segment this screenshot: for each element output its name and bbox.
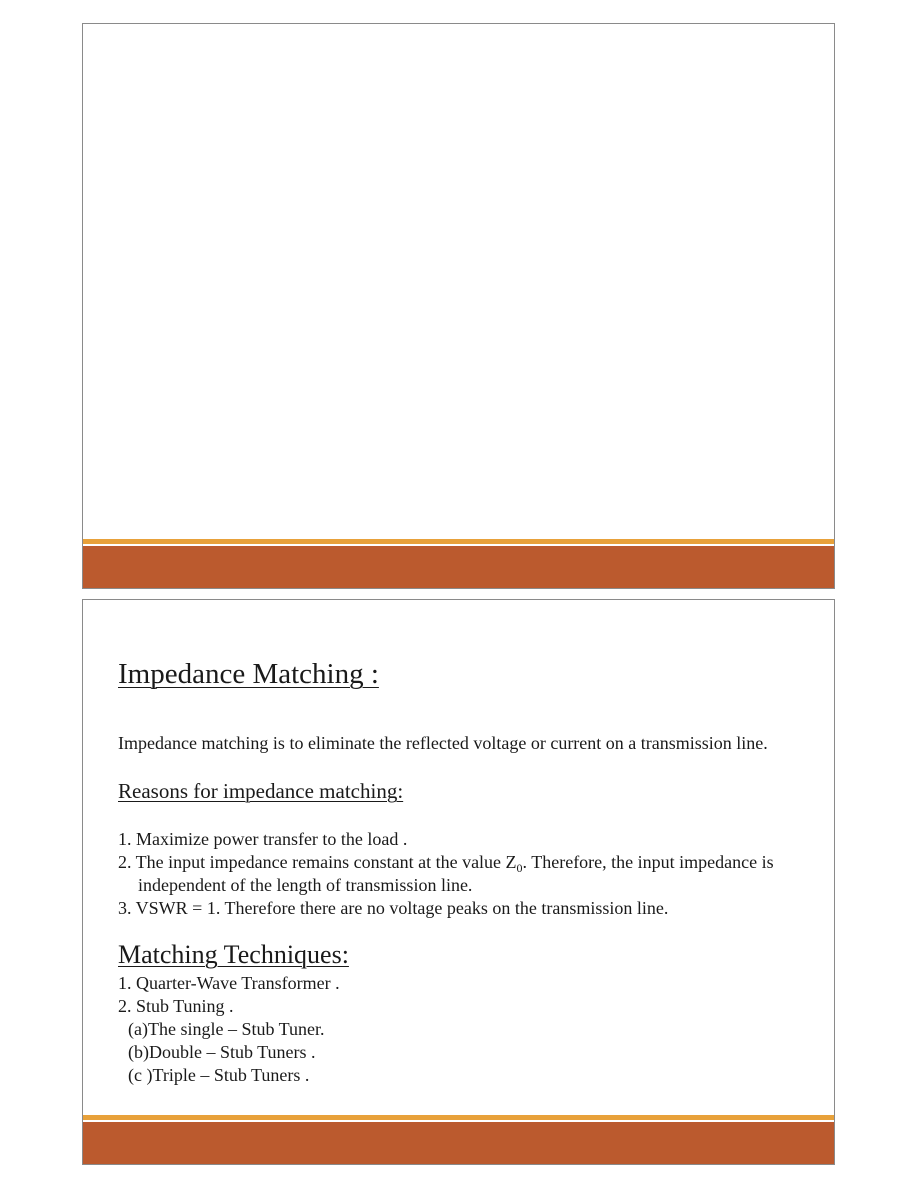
slide-1 xyxy=(82,23,835,589)
slide-footer-band xyxy=(83,546,834,588)
reason-item: 3. VSWR = 1. Therefore there are no voltage peaks on the transmission line. xyxy=(118,898,669,918)
technique-item: 1. Quarter-Wave Transformer . xyxy=(118,973,340,993)
technique-subitem: (c )Triple – Stub Tuners . xyxy=(128,1065,310,1085)
technique-subitem: (b)Double – Stub Tuners . xyxy=(128,1042,316,1062)
slide-title: Impedance Matching : xyxy=(118,658,379,690)
reasons-list xyxy=(118,828,804,920)
technique-subitem: (a)The single – Stub Tuner. xyxy=(128,1019,325,1039)
techniques-list xyxy=(118,972,804,1087)
reasons-heading: Reasons for impedance matching: xyxy=(118,779,404,803)
slide-content xyxy=(118,656,804,1087)
slide-footer-band xyxy=(83,1122,834,1164)
technique-item: 2. Stub Tuning . xyxy=(118,996,234,1016)
reason-item: 2. The input impedance remains constant at the value $Z_0$. Therefore, the input impedance is independent of the length of transmission line. xyxy=(118,852,774,895)
slide-2 xyxy=(82,599,835,1165)
slide-footer-accent-line xyxy=(83,1115,834,1120)
techniques-heading: Matching Techniques: xyxy=(118,940,349,969)
slide-footer-accent-line xyxy=(83,539,834,544)
intro-paragraph: Impedance matching is to eliminate the reflected voltage or current on a transmission line. xyxy=(118,733,768,753)
reason-item: 1. Maximize power transfer to the load . xyxy=(118,829,408,849)
